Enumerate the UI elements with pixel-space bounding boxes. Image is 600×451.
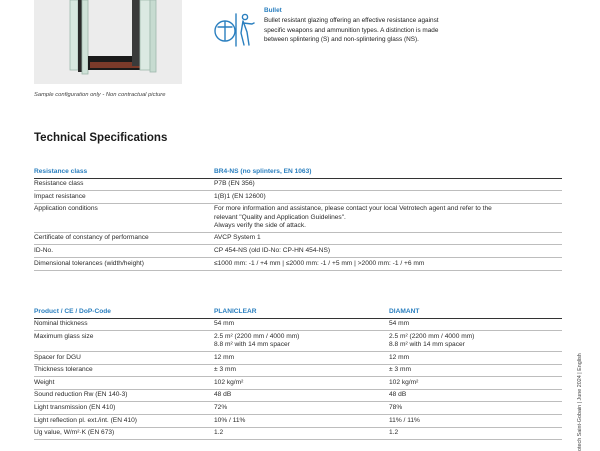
product-sample-image	[34, 0, 182, 84]
row-label: ID-No.	[34, 245, 214, 258]
bullet-description: Bullet resistant glazing offering an effective resistance against specific weapons and ammunition types. A distinction is made between splintering (S) and non-splintering glass (NS).	[264, 17, 439, 44]
planiclear-value: 2.5 m² (2200 mm / 4000 mm) 8.8 m² with 14 mm spacer	[214, 331, 389, 352]
table-header-row	[34, 306, 562, 318]
table-row	[34, 364, 562, 377]
table-row	[34, 377, 562, 390]
row-label: Thickness tolerance	[34, 364, 214, 377]
table-row	[34, 331, 562, 352]
table-row	[34, 257, 562, 270]
row-label: Dimensional tolerances (width/height)	[34, 257, 214, 270]
table-row	[34, 351, 562, 364]
row-label: Maximum glass size	[34, 331, 214, 352]
row-value: CP 454-NS (old ID-No: CP-HN 454-NS)	[214, 245, 562, 258]
row-label: Impact resistance	[34, 191, 214, 204]
row-label: Application conditions	[34, 203, 214, 232]
header-label: Resistance class	[34, 166, 214, 178]
footer-sidebar-text: otech Saint-Gobain | June 2024 | English	[577, 353, 583, 451]
planiclear-value: 102 kg/m²	[214, 377, 389, 390]
diamant-value: 78%	[389, 402, 562, 415]
table-row	[34, 318, 562, 331]
diamant-value: 1.2	[389, 427, 562, 440]
diamant-value: ± 3 mm	[389, 364, 562, 377]
diamant-value: 11% / 11%	[389, 414, 562, 427]
planiclear-value: 1.2	[214, 427, 389, 440]
table-row	[34, 414, 562, 427]
row-label: Certificate of constancy of performance	[34, 232, 214, 245]
header-label: Product / CE / DoP-Code	[34, 306, 214, 318]
header-value: BR4-NS (no splinters, EN 1063)	[214, 166, 562, 178]
table-row	[34, 191, 562, 204]
planiclear-value: 10% / 11%	[214, 414, 389, 427]
row-label: Sound reduction Rw (EN 140-3)	[34, 389, 214, 402]
table-row	[34, 178, 562, 191]
row-value: P7B (EN 356)	[214, 178, 562, 191]
row-label: Resistance class	[34, 178, 214, 191]
row-label: Light reflection pl. ext./int. (EN 410)	[34, 414, 214, 427]
table-row	[34, 245, 562, 258]
planiclear-value: ± 3 mm	[214, 364, 389, 377]
diamant-value: 12 mm	[389, 351, 562, 364]
header-diamant: DIAMANT	[389, 306, 562, 318]
product-table	[34, 306, 562, 440]
bullet-heading: Bullet	[264, 7, 282, 14]
section-title: Technical Specifications	[34, 132, 168, 144]
table-row	[34, 203, 562, 232]
planiclear-value: 12 mm	[214, 351, 389, 364]
table-row	[34, 389, 562, 402]
row-value: For more information and assistance, please contact your local Vetrotech agent and refer to the relevant "Quality and Application Guidelines". Always verify the side of attack.	[214, 203, 562, 232]
table-row	[34, 232, 562, 245]
row-label: Weight	[34, 377, 214, 390]
row-label: Light transmission (EN 410)	[34, 402, 214, 415]
row-label: Nominal thickness	[34, 318, 214, 331]
header-planiclear: PLANICLEAR	[214, 306, 389, 318]
planiclear-value: 48 dB	[214, 389, 389, 402]
row-label: Ug value, W/m²·K (EN 673)	[34, 427, 214, 440]
diamant-value: 54 mm	[389, 318, 562, 331]
image-caption: Sample configuration only - Non contractual picture	[34, 92, 166, 98]
planiclear-value: 72%	[214, 402, 389, 415]
table-row	[34, 402, 562, 415]
diamant-value: 102 kg/m²	[389, 377, 562, 390]
bullet-shooter-icon	[214, 11, 256, 49]
diamant-value: 2.5 m² (2200 mm / 4000 mm) 8.8 m² with 14 mm spacer	[389, 331, 562, 352]
glass-configuration-illustration	[34, 0, 182, 84]
row-value: ≤1000 mm: -1 / +4 mm | ≤2000 mm: -1 / +5 mm | >2000 mm: -1 / +6 mm	[214, 257, 562, 270]
row-label: Spacer for DGU	[34, 351, 214, 364]
resistance-table	[34, 166, 562, 271]
planiclear-value: 54 mm	[214, 318, 389, 331]
table-header-row	[34, 166, 562, 178]
row-value: 1(B)1 (EN 12600)	[214, 191, 562, 204]
table-row	[34, 427, 562, 440]
row-value: AVCP System 1	[214, 232, 562, 245]
diamant-value: 48 dB	[389, 389, 562, 402]
